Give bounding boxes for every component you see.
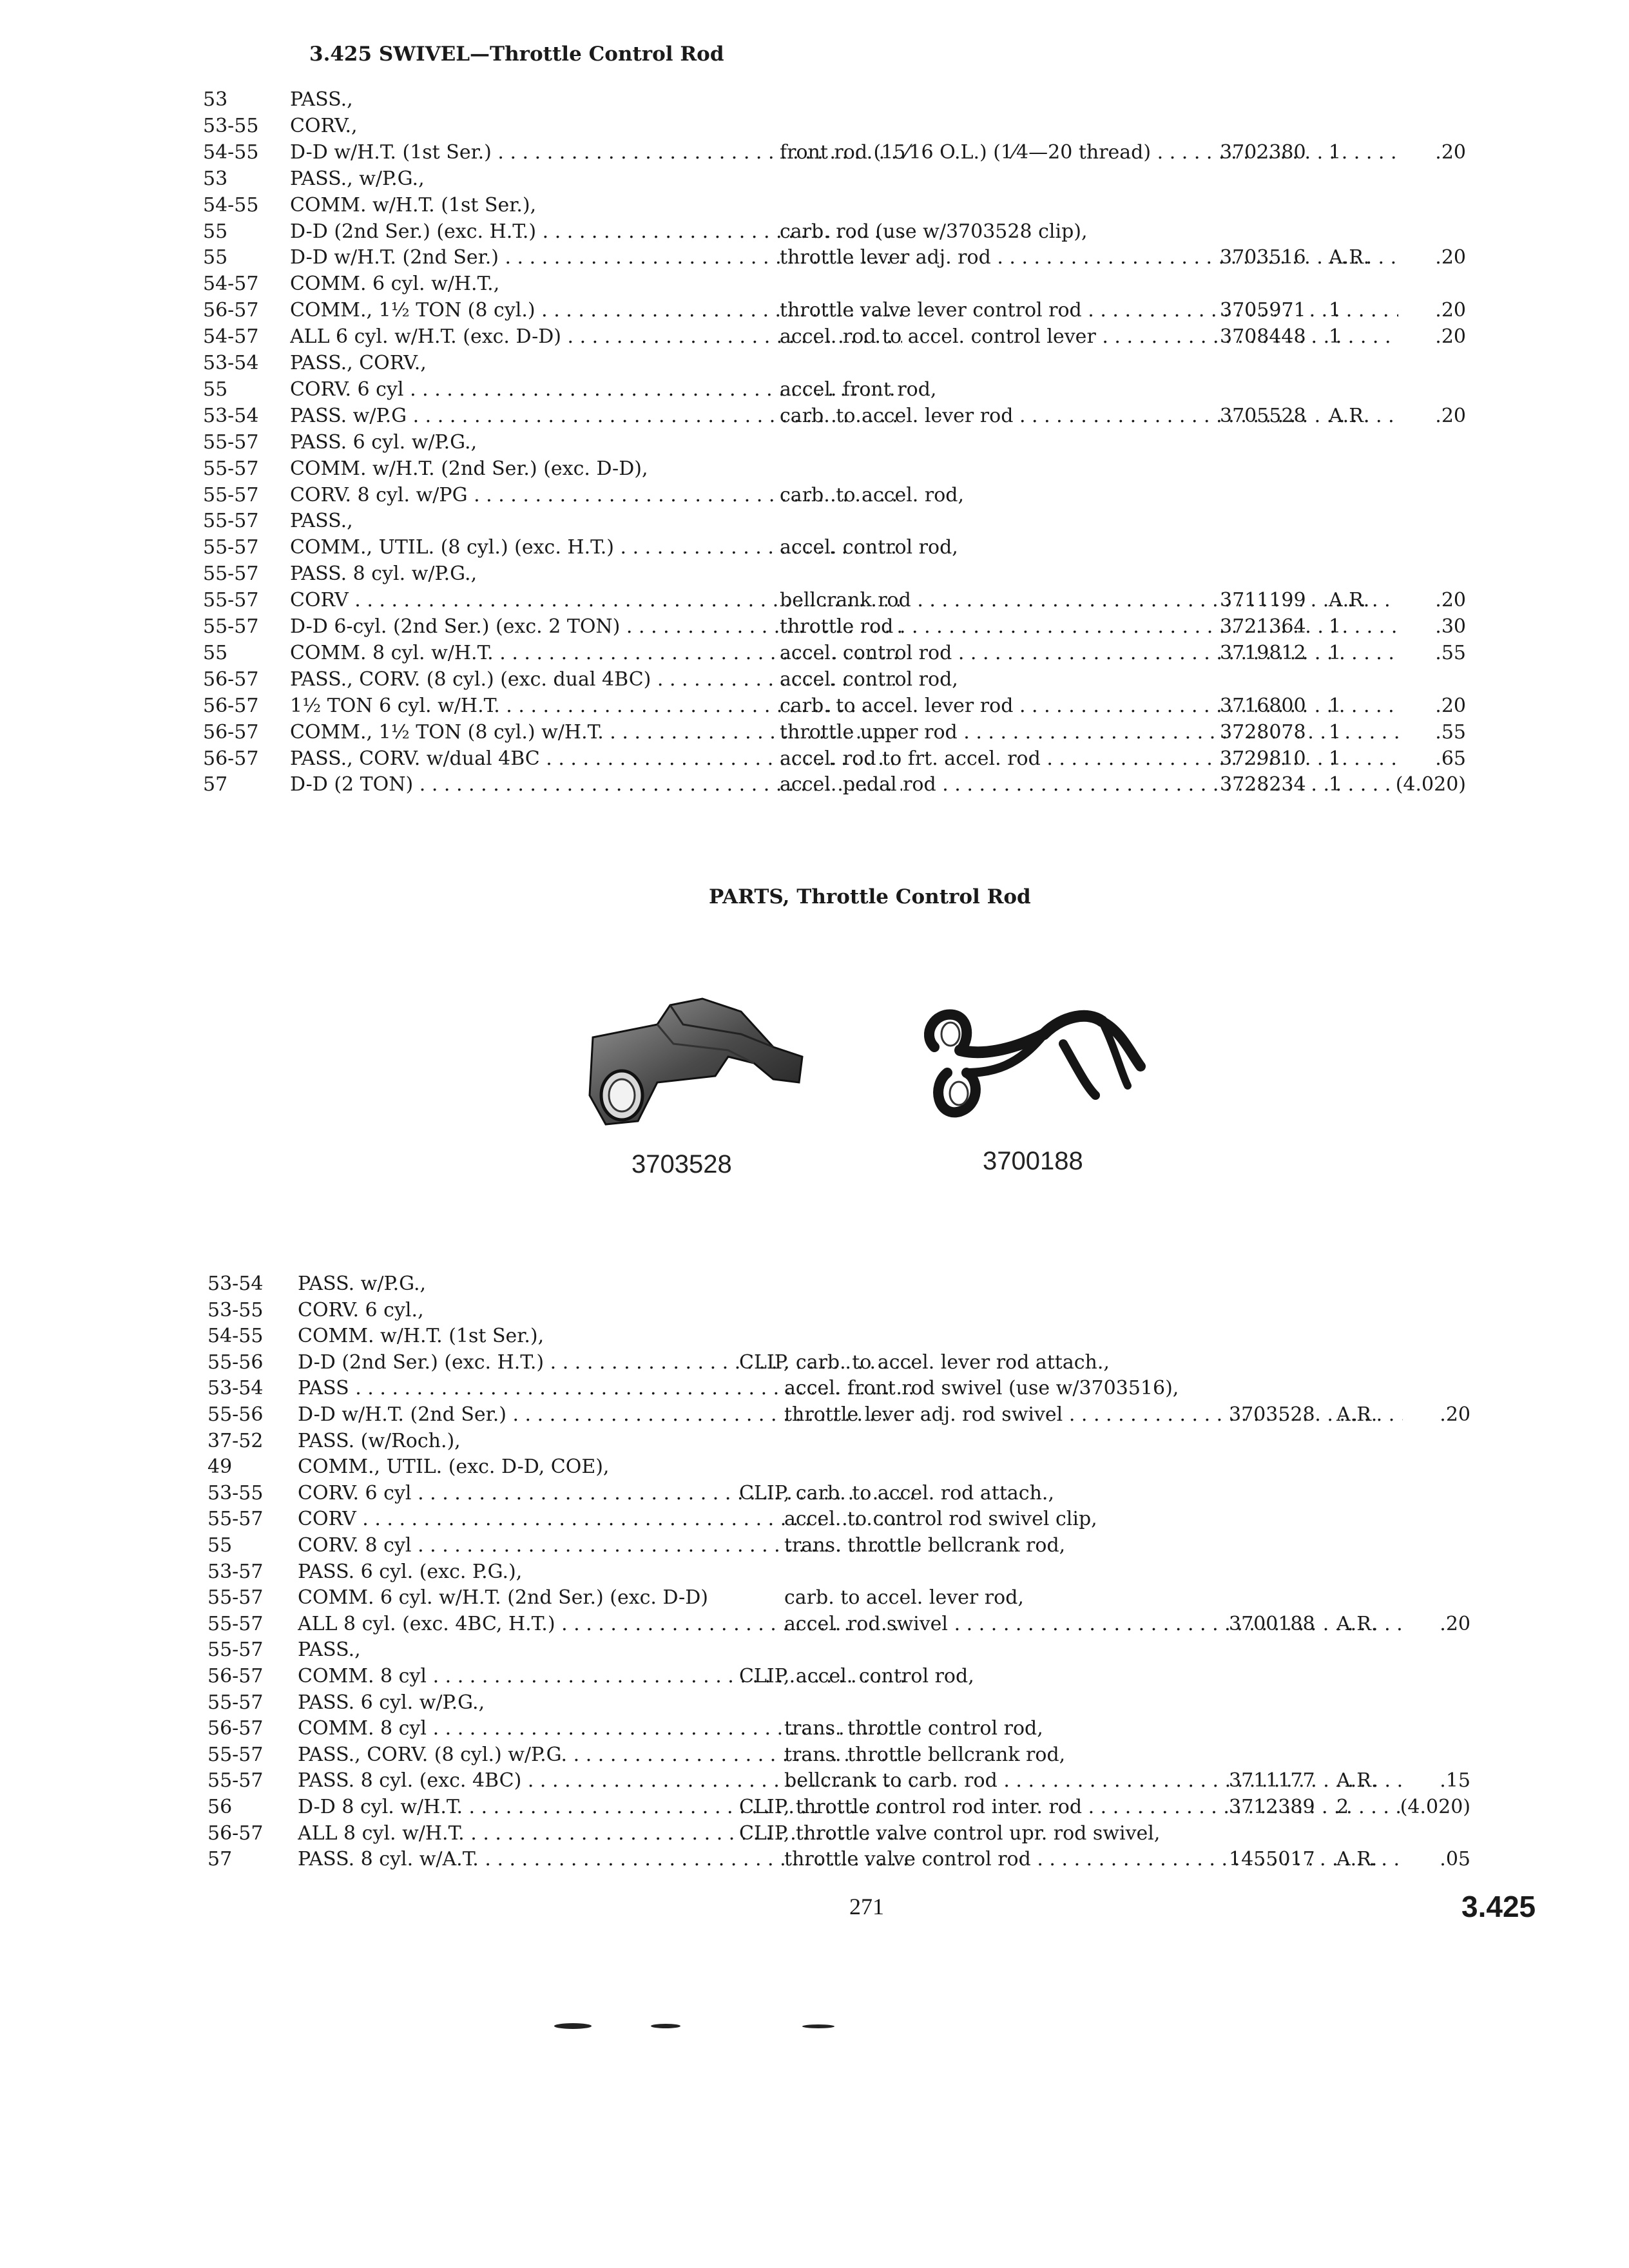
model-cell: COMM., UTIL. (8 cyl.) (exc. H.T.) . . . [290,534,902,561]
quantity-cell: 1 [1329,747,1342,770]
description-cell: throttle lever adj. rod . . . [780,244,1398,271]
description-cell: CLIP, carb. to accel. rod attach., [739,1481,1054,1504]
model-cell: D-D (2 TON) . . . [290,771,902,798]
year-cell: 55-57 [207,1743,264,1766]
model-cell: COMM. 6 cyl. w/H.T. (2nd Ser.) (exc. D-D) [298,1586,708,1610]
model-cell: D-D 6-cyl. (2nd Ser.) (exc. 2 TON) . . . [290,613,902,640]
table-row [203,139,1466,166]
price-cell: .20 [1435,246,1466,269]
description-cell: throttle upper rod . . . [780,719,1398,746]
clip-3703528-image [580,986,812,1134]
figure-label-3700188: 3700188 [983,1147,1083,1175]
model-cell: PASS., CORV. (8 cyl.) w/P.G. . . . [298,1742,913,1769]
year-cell: 55 [203,246,228,269]
model-cell: PASS., CORV. w/dual 4BC . . . [290,745,902,773]
year-cell: 56-57 [203,720,259,744]
table-row [203,613,1466,640]
quantity-cell: A.R. [1336,1612,1378,1635]
description-cell: trans. throttle bellcrank rod, [784,1534,1066,1557]
part-number-cell: 3705971 [1220,299,1306,322]
table-row [203,429,1466,456]
model-cell: COMM. w/H.T. (2nd Ser.) (exc. D-D), [290,457,648,480]
description-cell: CLIP, carb. to accel. lever rod attach., [739,1350,1110,1374]
table-row [203,350,1466,377]
model-cell: D-D w/H.T. (1st Ser.) . . . [290,139,902,166]
table-row [207,1375,1470,1402]
model-cell: PASS., CORV. (8 cyl.) (exc. dual 4BC) . . . [290,666,902,693]
table-row [207,1767,1470,1794]
table-row [207,1349,1470,1376]
part-number-cell: 3703528 [1229,1403,1315,1426]
description-cell: trans. throttle control rod, [784,1717,1043,1740]
model-cell: COMM., 1½ TON (8 cyl.) . . . [290,297,902,324]
part-number-cell: 3728234 [1220,773,1306,796]
price-cell: .20 [1435,140,1466,164]
description-cell: front rod (15⁄16 O.L.) (1⁄4—20 thread) . . . [780,139,1398,166]
model-cell: ALL 8 cyl. w/H.T. . . . [298,1820,913,1847]
table-row [207,1271,1470,1298]
quantity-cell: 1 [1329,773,1342,796]
table-row [203,640,1466,667]
year-cell: 53-54 [207,1273,264,1295]
model-cell: 1½ TON 6 cyl. w/H.T. . . . [290,693,902,720]
description-cell: carb. to accel. lever rod . . . [780,403,1398,430]
section1-title: 3.425 SWIVEL—Throttle Control Rod [309,43,724,66]
table-row [207,1663,1470,1690]
model-cell: ALL 8 cyl. (exc. 4BC, H.T.) . . . [298,1611,913,1638]
description-cell: CLIP, throttle control rod inter. rod . . . [739,1794,1403,1821]
model-cell: PASS. 8 cyl. w/P.G., [290,562,477,586]
model-cell: COMM. 8 cyl . . . [298,1663,913,1690]
table-row [207,1584,1470,1611]
year-cell: 55-57 [207,1612,264,1635]
quantity-cell: 1 [1329,299,1342,322]
model-cell: CORV., [290,114,358,137]
price-cell: .20 [1435,325,1466,349]
description-cell: carb. to accel. lever rod . . . [780,693,1398,720]
model-cell: COMM., UTIL. (exc. D-D, COE), [298,1456,610,1479]
year-cell: 55-57 [203,536,259,559]
table-row [203,534,1466,561]
year-cell: 56-57 [203,747,259,770]
table-row [203,218,1466,245]
scan-mark [554,2023,592,2029]
table-row [207,1532,1470,1559]
table-row [203,482,1466,509]
table-row [203,587,1466,614]
model-cell: D-D 8 cyl. w/H.T. . . . [298,1794,913,1821]
description-cell: trans. throttle bellcrank rod, [784,1743,1066,1766]
year-cell: 55-57 [203,589,259,612]
table-row [207,1611,1470,1638]
year-cell: 55-57 [207,1769,264,1792]
table-row [207,1297,1470,1324]
model-cell: PASS. 8 cyl. (exc. 4BC) . . . [298,1767,913,1794]
year-cell: 55-56 [207,1350,264,1374]
part-number-cell: 3702380 [1220,140,1306,164]
model-cell: PASS. w/P.G . . . [290,403,902,430]
description-cell: accel. front rod, [780,378,937,401]
year-cell: 53-55 [207,1481,264,1504]
model-cell: PASS., [298,1639,361,1662]
description-cell: accel. pedal rod . . . [780,771,1398,798]
model-cell: CORV. 6 cyl . . . [290,376,902,403]
description-cell: accel. to control rod swivel clip, [784,1508,1097,1531]
table-row [203,297,1466,324]
quantity-cell: A.R. [1329,589,1370,612]
table-row [207,1323,1470,1350]
table-row [203,666,1466,693]
description-cell: throttle rod . . . [780,613,1398,640]
description-cell: accel. control rod, [780,536,958,559]
description-cell: carb. rod (use w/3703528 clip), [780,220,1088,243]
table-row [203,561,1466,588]
year-cell: 55-57 [207,1508,264,1531]
section-reference: 3.425 [1461,1890,1536,1923]
year-cell: 57 [203,773,228,796]
model-cell: CORV. 8 cyl . . . [298,1532,913,1559]
quantity-cell: A.R. [1336,1848,1378,1871]
description-cell: accel. rod to accel. control lever . . . [780,323,1398,351]
description-cell: throttle valve lever control rod . . . [780,297,1398,324]
description-cell: bellcrank to carb. rod . . . [784,1767,1403,1794]
table-row [207,1637,1470,1664]
model-cell: ALL 6 cyl. w/H.T. (exc. D-D) . . . [290,323,902,351]
year-cell: 54-55 [207,1325,264,1348]
quantity-cell: 1 [1329,615,1342,638]
model-cell: COMM. 8 cyl . . . [298,1715,913,1742]
table-row [203,403,1466,430]
year-cell: 54-55 [203,140,259,164]
quantity-cell: 1 [1329,325,1342,349]
table-row [203,719,1466,746]
year-cell: 53 [203,88,228,111]
year-cell: 55-57 [203,615,259,638]
quantity-cell: A.R. [1329,404,1370,427]
table-row [207,1454,1470,1481]
table-row [203,166,1466,193]
year-cell: 55-57 [203,483,259,506]
price-cell: .20 [1435,589,1466,612]
table-row [207,1820,1470,1847]
description-cell: throttle valve control rod . . . [784,1846,1403,1873]
price-cell: .30 [1435,615,1466,638]
year-cell: 56-57 [203,694,259,717]
quantity-cell: 2 [1336,1796,1349,1818]
table-row [207,1506,1470,1533]
scan-mark [651,2024,680,2028]
model-cell: PASS . . . [298,1375,913,1402]
description-cell: CLIP, accel. control rod, [739,1665,974,1687]
table-row [203,192,1466,219]
description-cell: accel. control rod . . . [780,640,1398,667]
part-number-cell: 3705528 [1220,404,1306,427]
part-number-cell: 3708448 [1220,325,1306,349]
year-cell: 54-57 [203,325,259,349]
table-row [207,1401,1470,1428]
table-row [207,1559,1470,1586]
part-number-cell: 1455017 [1229,1848,1315,1871]
model-cell: COMM. 6 cyl. w/H.T., [290,273,500,296]
price-cell: .20 [1435,694,1466,717]
model-cell: D-D (2nd Ser.) (exc. H.T.) . . . [298,1349,913,1376]
year-cell: 57 [207,1848,233,1871]
scan-mark [802,2024,834,2028]
price-cell: .20 [1440,1612,1470,1635]
model-cell: CORV. 8 cyl. w/PG . . . [290,482,902,509]
model-cell: PASS., w/P.G., [290,167,425,190]
model-cell: CORV. 6 cyl., [298,1298,424,1321]
price-cell: (4.020) [1400,1796,1470,1818]
model-cell: CORV . . . [290,587,902,614]
quantity-cell: A.R. [1336,1403,1378,1426]
part-number-cell: 3711199 [1220,589,1306,612]
model-cell: COMM., 1½ TON (8 cyl.) w/H.T. . . . [290,719,902,746]
page-number: 271 [849,1894,884,1919]
table-row [203,376,1466,403]
parts-heading: PARTS, Throttle Control Rod [709,885,1031,908]
model-cell: PASS. 6 cyl. w/P.G., [298,1691,485,1714]
table-row [203,745,1466,773]
table-row [203,113,1466,140]
table-row [207,1742,1470,1769]
description-cell: accel. rod to frt. accel. rod . . . [780,745,1398,773]
year-cell: 55-57 [207,1586,264,1610]
table-row [203,693,1466,720]
model-cell: COMM. 8 cyl. w/H.T. . . . [290,640,902,667]
part-number-cell: 3712389 [1229,1796,1315,1818]
year-cell: 54-55 [203,193,259,216]
year-cell: 53 [203,167,228,190]
model-cell: PASS. 6 cyl. w/P.G., [290,430,477,454]
table-row [203,323,1466,351]
description-cell: bellcrank rod . . . [780,587,1398,614]
description-cell: accel. rod swivel . . . [784,1611,1403,1638]
year-cell: 55 [207,1534,233,1557]
table-row [203,508,1466,535]
model-cell: PASS. (w/Roch.), [298,1429,461,1452]
year-cell: 56 [207,1796,233,1818]
price-cell: .65 [1435,747,1466,770]
year-cell: 55-57 [203,510,259,533]
part-number-cell: 3721364 [1220,615,1306,638]
model-cell: PASS. w/P.G., [298,1273,427,1295]
year-cell: 55-57 [203,430,259,454]
model-cell: PASS., CORV., [290,352,427,374]
description-cell: throttle lever adj. rod swivel . . . [784,1401,1403,1428]
table-row [207,1428,1470,1455]
part-number-cell: 3703516 [1220,246,1306,269]
year-cell: 53-54 [207,1377,264,1400]
part-number-cell: 3719812 [1220,641,1306,664]
quantity-cell: 1 [1329,641,1342,664]
model-cell: COMM. w/H.T. (1st Ser.), [290,193,537,216]
table-row [207,1715,1470,1742]
year-cell: 56-57 [203,299,259,322]
quantity-cell: A.R. [1336,1769,1378,1792]
year-cell: 55 [203,220,228,243]
price-cell: (4.020) [1395,773,1466,796]
quantity-cell: 1 [1329,140,1342,164]
year-cell: 55 [203,378,228,401]
model-cell: CORV. 6 cyl . . . [298,1480,913,1507]
model-cell: D-D w/H.T. (2nd Ser.) . . . [298,1401,913,1428]
year-cell: 56-57 [207,1665,264,1687]
part-number-cell: 3716800 [1220,694,1306,717]
table-row [207,1689,1470,1716]
year-cell: 49 [207,1456,233,1479]
year-cell: 55-57 [203,457,259,480]
description-cell: CLIP, throttle valve control upr. rod swivel, [739,1821,1161,1845]
table-row [207,1480,1470,1507]
figure-label-3703528: 3703528 [631,1150,732,1178]
quantity-cell: 1 [1329,694,1342,717]
price-cell: .20 [1435,404,1466,427]
year-cell: 55-57 [207,1691,264,1714]
description-cell: accel. control rod, [780,668,958,691]
table-row [203,271,1466,298]
year-cell: 56-57 [203,668,259,691]
model-cell: PASS., [290,510,353,533]
model-cell: COMM. w/H.T. (1st Ser.), [298,1325,545,1348]
year-cell: 55-56 [207,1403,264,1426]
year-cell: 54-57 [203,273,259,296]
description-cell: carb. to accel. lever rod, [784,1586,1024,1610]
model-cell: D-D w/H.T. (2nd Ser.) . . . [290,244,902,271]
price-cell: .15 [1440,1769,1470,1792]
year-cell: 53-54 [203,404,259,427]
quantity-cell: A.R. [1329,246,1370,269]
part-number-cell: 3729810 [1220,747,1306,770]
year-cell: 56-57 [207,1821,264,1845]
table-row [203,86,1466,113]
price-cell: .05 [1440,1848,1470,1871]
part-number-cell: 3728078 [1220,720,1306,744]
price-cell: .55 [1435,641,1466,664]
table-row [207,1794,1470,1821]
year-cell: 55 [203,641,228,664]
model-cell: D-D (2nd Ser.) (exc. H.T.) . . . [290,218,902,245]
year-cell: 53-55 [203,114,259,137]
price-cell: .20 [1440,1403,1470,1426]
description-cell: carb. to accel. rod, [780,483,965,506]
description-cell: accel. front rod swivel (use w/3703516), [784,1377,1179,1400]
clip-3700188-image [909,995,1153,1131]
table-row [203,456,1466,483]
price-cell: .55 [1435,720,1466,744]
year-cell: 53-55 [207,1298,264,1321]
year-cell: 53-54 [203,352,259,374]
model-cell: PASS. 8 cyl. w/A.T. . . . [298,1846,913,1873]
table-row [203,244,1466,271]
model-cell: PASS., [290,88,353,111]
price-cell: .20 [1435,299,1466,322]
model-cell: CORV . . . [298,1506,913,1533]
table-row [203,771,1466,798]
year-cell: 37-52 [207,1429,264,1452]
table-row [207,1846,1470,1873]
quantity-cell: 1 [1329,720,1342,744]
year-cell: 53-57 [207,1560,264,1583]
part-number-cell: 3711177 [1229,1769,1315,1792]
year-cell: 56-57 [207,1717,264,1740]
year-cell: 55-57 [207,1639,264,1662]
year-cell: 55-57 [203,562,259,586]
model-cell: PASS. 6 cyl. (exc. P.G.), [298,1560,523,1583]
part-number-cell: 3700188 [1229,1612,1315,1635]
